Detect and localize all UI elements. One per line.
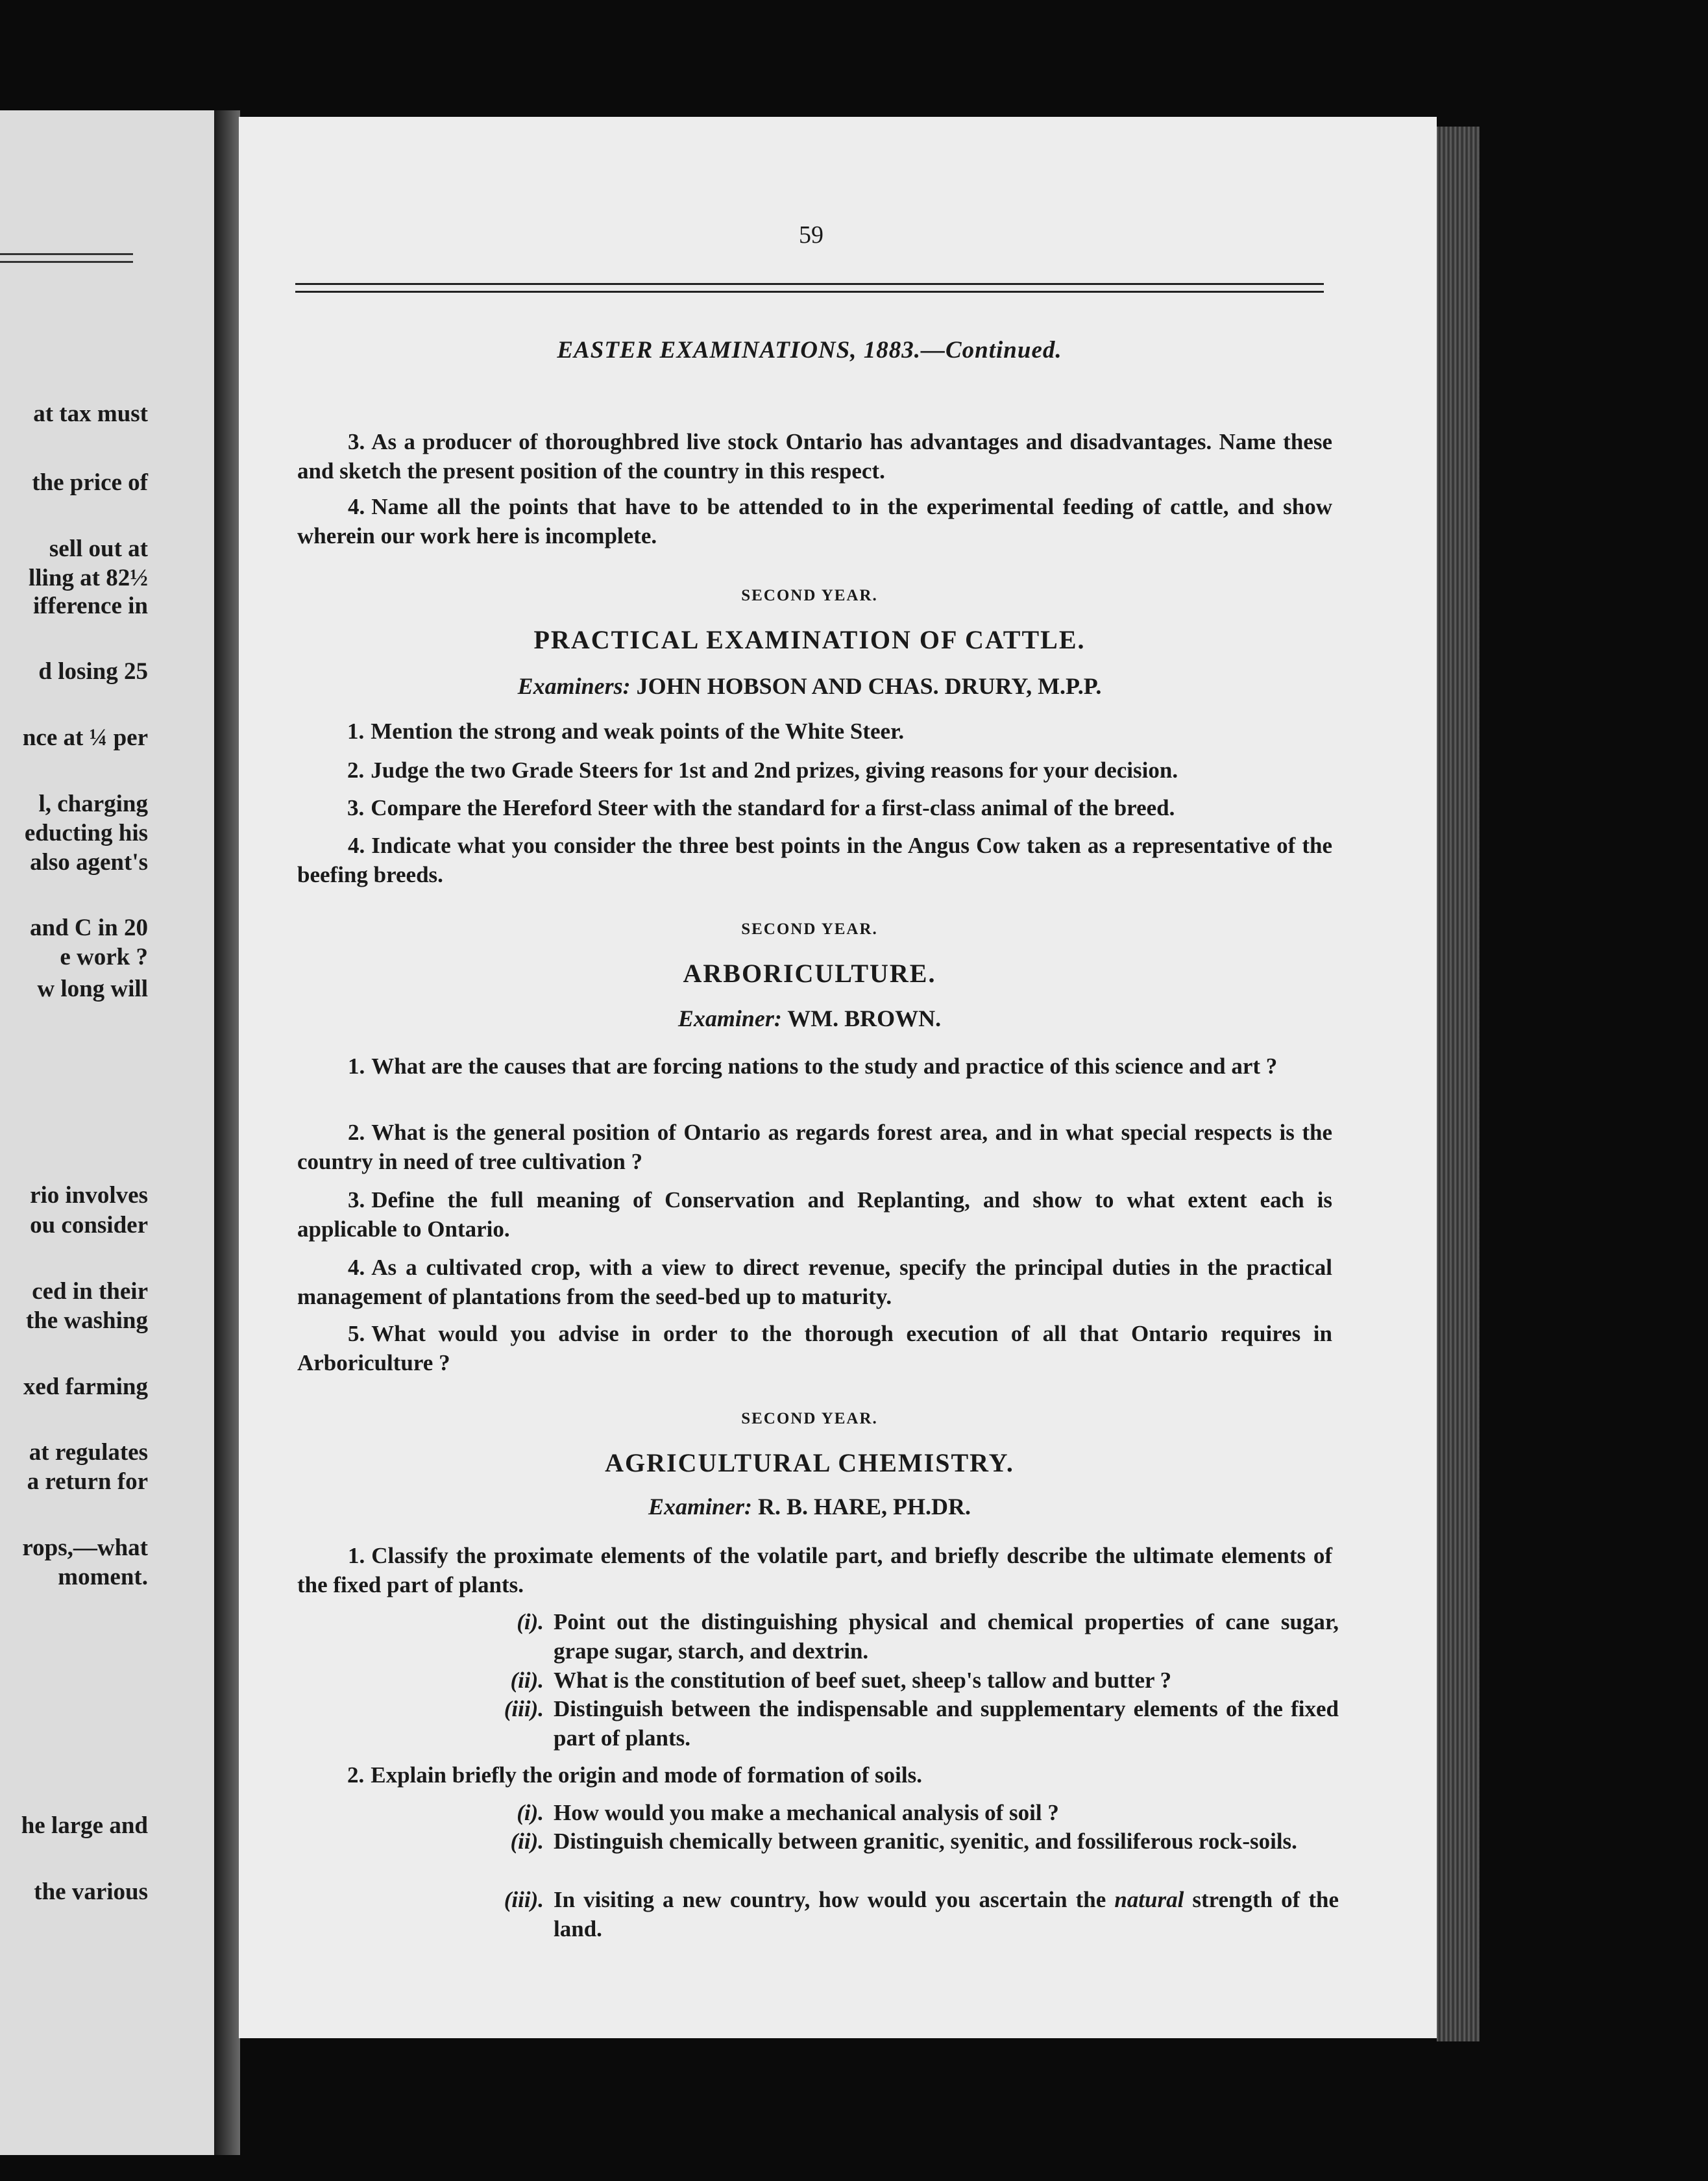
facing-page-rule	[0, 261, 133, 263]
sub-question-number: (ii).	[510, 1829, 544, 1854]
question-number: 4.	[348, 1255, 365, 1280]
facing-line: and C in 20	[30, 915, 148, 941]
examiner-label: Examiner:	[677, 1005, 782, 1031]
facing-page-fragment	[0, 110, 226, 2155]
cattle-question-3	[347, 793, 1340, 822]
continued-heading: EASTER EXAMINATIONS, 1883.—Continued.	[557, 337, 1062, 364]
examiner-line	[295, 1493, 1324, 1520]
facing-line: the washing	[25, 1307, 148, 1334]
question-number: 5.	[348, 1321, 365, 1346]
question-text: What would you advise in order to the thorough execution of all that Ontario requires in Arboriculture ?	[297, 1321, 1332, 1375]
section-year: SECOND YEAR.	[741, 920, 878, 938]
facing-line: a return for	[27, 1468, 148, 1495]
facing-line: rops,—what	[22, 1534, 148, 1561]
header-rule	[295, 291, 1324, 293]
sub-question-number: (i).	[517, 1800, 544, 1825]
facing-line: ou consider	[30, 1212, 148, 1238]
question-number: 2.	[347, 1762, 365, 1788]
chem-q1-sub-i	[517, 1607, 1339, 1666]
question-number: 2.	[348, 1120, 365, 1145]
question-text: Indicate what you consider the three best points in the Angus Cow taken as a representative of the beefing breeds.	[297, 833, 1332, 887]
facing-line: he large and	[21, 1812, 148, 1839]
book-gutter	[214, 110, 240, 2155]
facing-line: at tax must	[33, 400, 148, 427]
facing-line: rio involves	[30, 1182, 148, 1209]
sub-question-text: Distinguish chemically between granitic, syenitic, and fossiliferous rock-soils.	[554, 1829, 1297, 1854]
examiner-line	[295, 1005, 1324, 1032]
chem-question-2	[347, 1760, 1340, 1790]
question-text: Classify the proximate elements of the volatile part, and briefly describe the ultimate elements of the fixed part of plants.	[297, 1543, 1332, 1597]
question-number: 3.	[347, 795, 365, 820]
question-number: 1.	[347, 719, 365, 744]
header-rule	[295, 283, 1324, 285]
sub-question-text: Point out the distinguishing physical and chemical properties of cane sugar, grape sugar, starch, and dextrin.	[554, 1609, 1339, 1664]
facing-line: sell out at	[49, 536, 148, 562]
facing-line: also agent's	[30, 849, 148, 876]
sub-question-text: How would you make a mechanical analysis of soil ?	[554, 1800, 1059, 1825]
facing-line: lling at 82½	[29, 565, 148, 591]
question-number: 1.	[348, 1054, 365, 1079]
question-4	[297, 492, 1332, 550]
question-number: 3.	[348, 429, 365, 454]
sub-question-text: Distinguish between the indispensable and supplementary elements of the fixed part of plants.	[554, 1696, 1339, 1751]
facing-line: nce at ¼ per	[22, 724, 148, 751]
cattle-question-1	[347, 717, 1340, 746]
question-text: What are the causes that are forcing nations to the study and practice of this science and art ?	[371, 1054, 1278, 1079]
sub-question-number: (ii).	[510, 1668, 544, 1693]
facing-page-rule	[0, 253, 133, 255]
examiners-label: Examiners:	[517, 673, 631, 699]
facing-line: ifference in	[32, 593, 148, 619]
sub-question-text: What is the constitution of beef suet, sheep's tallow and butter ?	[554, 1668, 1172, 1693]
section-year: SECOND YEAR.	[741, 587, 878, 604]
facing-line: at regulates	[29, 1439, 148, 1466]
facing-line: educting his	[24, 820, 148, 846]
arbor-question-1	[297, 1052, 1332, 1081]
section-title-cattle: PRACTICAL EXAMINATION OF CATTLE.	[533, 625, 1086, 654]
arbor-question-5	[297, 1319, 1332, 1377]
facing-line: xed farming	[23, 1374, 148, 1400]
question-number: 4.	[348, 833, 365, 858]
question-text: Explain briefly the origin and mode of formation of soils.	[371, 1762, 922, 1788]
chem-q1-sub-iii	[504, 1694, 1339, 1753]
examiners-names: JOHN HOBSON AND CHAS. DRURY, M.P.P.	[636, 673, 1102, 699]
chem-q1-sub-ii	[510, 1666, 1339, 1695]
question-text: What is the general position of Ontario as regards forest area, and in what special respects is the country in need of tree cultivation ?	[297, 1120, 1332, 1174]
facing-line: moment.	[58, 1564, 148, 1590]
examiner-name: R. B. HARE, PH.DR.	[758, 1494, 971, 1520]
section-title-chemistry: AGRICULTURAL CHEMISTRY.	[605, 1448, 1014, 1477]
question-text: As a producer of thoroughbred live stock Ontario has advantages and disadvantages. Name these and sketch the present position of the country in this respect.	[297, 429, 1332, 484]
question-number: 1.	[348, 1543, 365, 1568]
page-number: 59	[799, 221, 824, 249]
sub-question-text: In visiting a new country, how would you ascertain the	[554, 1887, 1115, 1912]
question-text: Define the full meaning of Conservation and Replanting, and show to what extent each is applicable to Ontario.	[297, 1187, 1332, 1242]
question-text: As a cultivated crop, with a view to direct revenue, specify the principal duties in the practical management of plantations from the seed-bed up to maturity.	[297, 1255, 1332, 1309]
chem-q2-sub-iii	[504, 1885, 1339, 1943]
book-page-edges	[1437, 127, 1480, 2041]
chem-q2-sub-ii	[510, 1827, 1339, 1856]
sub-question-number: (iii).	[504, 1696, 544, 1721]
cattle-question-4	[297, 831, 1332, 889]
emphasis-text: natural	[1114, 1887, 1184, 1912]
question-text: Name all the points that have to be attended to in the experimental feeding of cattle, and show wherein our work here is incomplete.	[297, 494, 1332, 548]
question-text: Compare the Hereford Steer with the standard for a first-class animal of the breed.	[371, 795, 1175, 820]
facing-line: the price of	[32, 469, 148, 496]
chem-q2-sub-i	[517, 1798, 1339, 1827]
question-number: 2.	[347, 758, 365, 783]
facing-line: ced in their	[32, 1278, 148, 1305]
section-title-arboriculture: ARBORICULTURE.	[683, 959, 936, 988]
chem-question-1	[297, 1541, 1332, 1599]
question-3	[297, 427, 1332, 486]
facing-line: l, charging	[38, 791, 148, 817]
question-text: Judge the two Grade Steers for 1st and 2nd prizes, giving reasons for your decision.	[371, 758, 1178, 783]
examiner-label: Examiner:	[648, 1494, 752, 1520]
section-year: SECOND YEAR.	[741, 1410, 878, 1427]
facing-line: the various	[34, 1879, 148, 1905]
arbor-question-3	[297, 1185, 1332, 1244]
facing-line: d losing 25	[38, 658, 148, 685]
facing-line: e work ?	[60, 944, 148, 970]
question-text: Mention the strong and weak points of the White Steer.	[371, 719, 905, 744]
sub-question-text: strength of the land.	[554, 1887, 1339, 1941]
sub-question-number: (i).	[517, 1609, 544, 1634]
question-number: 3.	[348, 1187, 365, 1213]
examiner-name: WM. BROWN.	[787, 1005, 942, 1031]
sub-question-number: (iii).	[504, 1887, 544, 1912]
examiners-line	[295, 672, 1324, 700]
question-number: 4.	[348, 494, 365, 519]
cattle-question-2	[347, 756, 1340, 785]
arbor-question-2	[297, 1118, 1332, 1176]
facing-line: w long will	[37, 976, 148, 1002]
arbor-question-4	[297, 1253, 1332, 1311]
